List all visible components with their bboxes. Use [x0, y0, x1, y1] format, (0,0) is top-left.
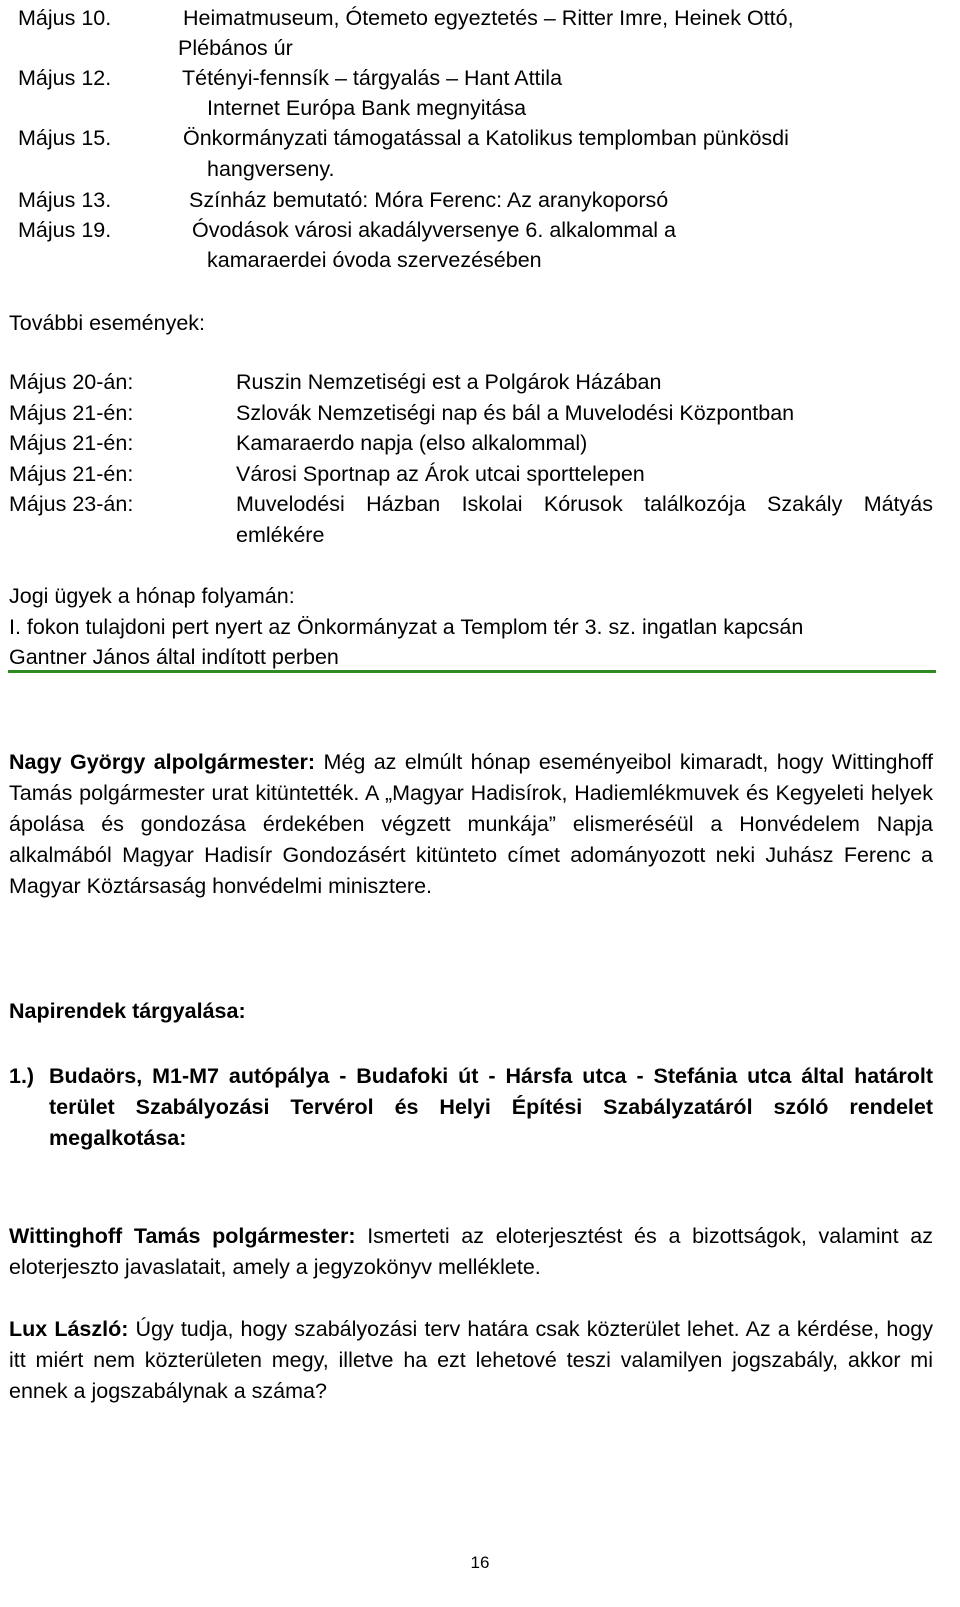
- paragraph-text: Ismerteti az eloterjesztést és a bizottságok, valamint az eloterjeszto javaslatait, amely a jegyzokönyv melléklete.: [9, 1224, 933, 1279]
- paragraph-text: Még az elmúlt hónap eseményeibol kimaradt, hogy Wittinghoff Tamás polgármester urat kitüntették. A „Magyar Hadisírok, Hadiemlékmuvek és Kegyeleti helyek ápolása és gondozása érdekében végzett munkája” elismeréséül a Honvédelem Napja alkalmából Magyar Hadisír Gondozásért kitünteto címet adományozott neki Juhász Ferenc a Magyar Köztársaság honvédelmi minisztere.: [9, 750, 933, 898]
- event-text: Színház bemutató: Móra Ferenc: Az aranykoporsó: [189, 188, 669, 212]
- event-text: Kamaraerdo napja (elso alkalommal): [236, 431, 588, 455]
- event-date: Május 21-én:: [9, 462, 134, 486]
- agenda-item-title: [49, 1061, 933, 1154]
- section-heading: Napirendek tárgyalása:: [9, 999, 246, 1023]
- speaker-name: Nagy György alpolgármester:: [9, 750, 316, 774]
- section-heading: Jogi ügyek a hónap folyamán:: [9, 584, 295, 608]
- event-text: kamaraerdei óvoda szervezésében: [207, 248, 542, 272]
- event-text: Tétényi-fennsík – tárgyalás – Hant Attila: [182, 66, 563, 90]
- section-divider: [8, 670, 936, 673]
- event-date: Május 12.: [18, 66, 112, 90]
- event-text: Városi Sportnap az Árok utcai sporttelepen: [236, 462, 645, 486]
- mayor-paragraph: [9, 1221, 933, 1283]
- paragraph-text: Úgy tudja, hogy szabályozási terv határa csak közterület lehet. Az a kérdése, hogy itt miért nem közterületen megy, illetve ha ezt lehetové teszi valamilyen jogszabály, akkor mi ennek a jogszabálynak a száma?: [9, 1317, 933, 1403]
- event-text: Muvelodési Házban Iskolai Kórusok találkozója Szakály Mátyás emlékére: [236, 492, 933, 547]
- event-date: Május 20-án:: [9, 370, 134, 394]
- speaker-name: Wittinghoff Tamás polgármester:: [9, 1224, 356, 1248]
- event-text: Internet Európa Bank megnyitása: [207, 96, 527, 120]
- agenda-item-number: 1.): [9, 1064, 35, 1088]
- event-date: Május 10.: [18, 6, 112, 30]
- legal-text: I. fokon tulajdoni pert nyert az Önkormányzat a Templom tér 3. sz. ingatlan kapcsán: [9, 615, 804, 639]
- event-date: Május 21-én:: [9, 401, 134, 425]
- event-text: Plébános úr: [178, 36, 293, 60]
- event-text: Önkormányzati támogatással a Katolikus templomban pünkösdi: [183, 126, 789, 150]
- agenda-item-title-text: Budaörs, M1-M7 autópálya - Budafoki út - Hársfa utca - Stefánia utca által határolt terület Szabályozási Tervérol és Helyi Építési Szabályzatáról szóló rendelet megalkotása:: [49, 1064, 933, 1150]
- speaker-name: Lux László:: [9, 1317, 129, 1341]
- page-number: 16: [470, 1553, 490, 1572]
- event-text: Óvodások városi akadályversenye 6. alkalommal a: [192, 218, 676, 242]
- event-date: Május 23-án:: [9, 492, 134, 516]
- lux-paragraph: [9, 1314, 933, 1407]
- event-text: Szlovák Nemzetiségi nap és bál a Muvelodési Központban: [236, 401, 795, 425]
- event-date: Május 15.: [18, 126, 112, 150]
- legal-text: Gantner János által indított perben: [9, 645, 339, 669]
- deputy-paragraph: [9, 747, 933, 902]
- event-text: Heimatmuseum, Ótemeto egyeztetés – Ritter Imre, Heinek Ottó,: [183, 6, 794, 30]
- event-text: hangverseny.: [207, 157, 335, 181]
- event-date: Május 21-én:: [9, 431, 134, 455]
- event-date: Május 19.: [18, 218, 112, 242]
- section-heading: További események:: [9, 311, 205, 335]
- event-text: Ruszin Nemzetiségi est a Polgárok Házában: [236, 370, 662, 394]
- event-date: Május 13.: [18, 188, 112, 212]
